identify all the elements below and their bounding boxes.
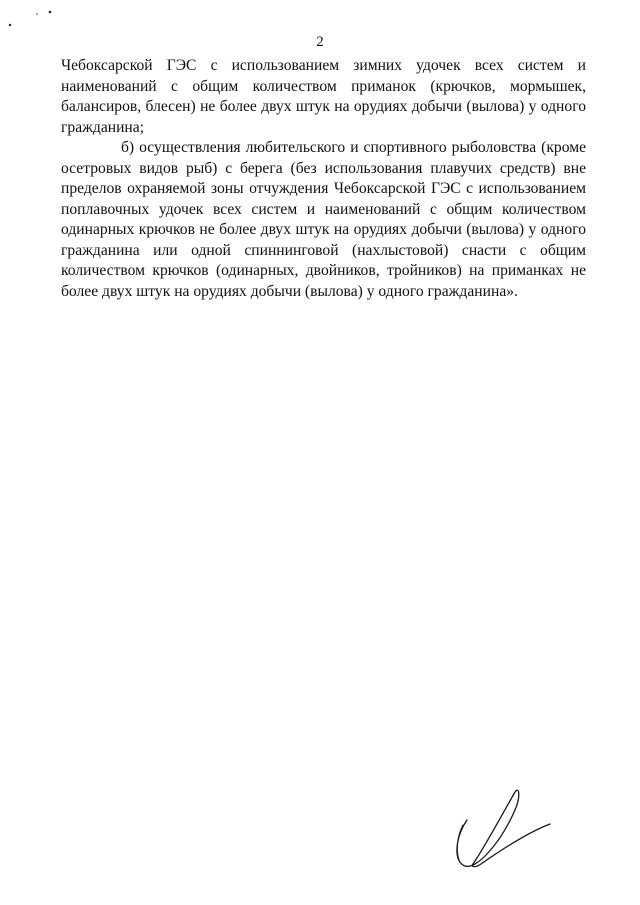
handwritten-signature bbox=[445, 780, 555, 875]
paragraph-continuation: Чебоксарской ГЭС с использованием зимних удочек всех систем и наименований с общим количеством приманок (крючков, мормышек, балансиров, блесен) не более двух штук на орудиях добычи (вылова) у одного гражданина; bbox=[61, 57, 586, 136]
page-number: 2 bbox=[316, 34, 324, 50]
document-body bbox=[61, 56, 586, 302]
paragraph-item-b: б) осуществления любительского и спортивного рыболовства (кроме осетровых видов рыб) с берега (без использования плавучих средств) вне пределов охраняемой зоны отчуждения Чебоксарской ГЭС с использованием поплавочных удочек всех систем и наименований с общим количеством одинарных крючков не более двух штук на орудиях добычи (вылова) у одного гражданина или одной спиннинговой (нахлыстовой) снасти с общим количеством крючков (одинарных, двойников, тройников) на приманках не более двух штук на орудиях добычи (вылова) у одного гражданина». bbox=[61, 139, 586, 300]
